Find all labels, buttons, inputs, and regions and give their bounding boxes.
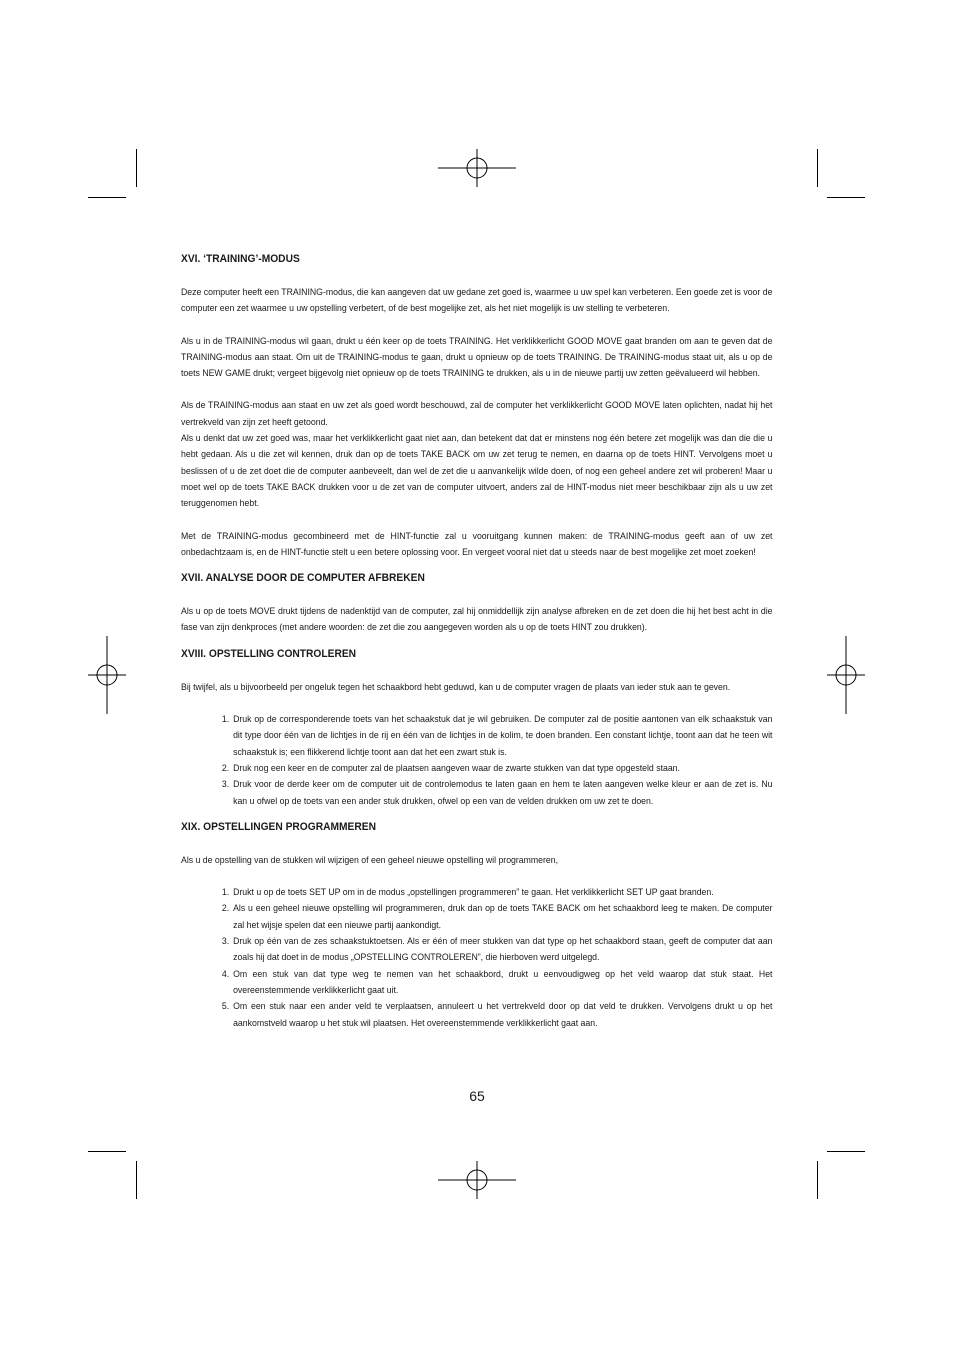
list-item: 2. Als u een geheel nieuwe opstelling wil programmeren, druk dan op de toets TAKE BACK om het schaakbord leeg te maken. De computer zal het wijsje spelen dat een nieuwe partij aankondigt. bbox=[221, 902, 773, 930]
paragraph: Deze computer heeft een TRAINING-modus, die kan aangeven dat uw gedane zet goed is, waarmee u uw spel kan verbeteren. Een goede zet is voor de computer een zet waarmee u uw opstelling verbetert, of de best mogelijke zet, als het niet mogelijk is uw stelling te verbeteren. bbox=[181, 286, 773, 314]
list-item: 2. Druk nog een keer en de computer zal de plaatsen aangeven waar de zwarte stukken van dat type opgesteld staan. bbox=[221, 761, 680, 773]
main-content bbox=[181, 251, 773, 1031]
section-heading: XVI. ‘TRAINING’-MODUS bbox=[181, 253, 300, 265]
crop-mark bbox=[817, 149, 818, 187]
section-heading: XVII. ANALYSE DOOR DE COMPUTER AFBREKEN bbox=[181, 572, 425, 585]
list-item: 3. Druk op één van de zes schaakstuktoetsen. Als er één of meer stukken van dat type op het schaakbord staan, geeft de computer dat aan zoals hij dat doet in de modus „OPSTELLING CONTROLEREN”, die hierboven werd uitgelegd. bbox=[221, 935, 773, 963]
crop-mark bbox=[817, 1161, 818, 1199]
crop-mark bbox=[136, 1161, 137, 1199]
registration-mark-icon bbox=[88, 636, 126, 714]
registration-mark-icon bbox=[438, 1161, 516, 1199]
registration-mark-icon bbox=[827, 636, 865, 714]
list-item: 1. Druk op de corresponderende toets van het schaakstuk dat je wil gebruiken. De computer zal de positie aantonen van elk schaakstuk van dit type door één van de lichtjes in de rij en één van de lichtjes in de kolim, te doen branden. Een constant lichtje, toont aan dat he teen wit schaakstuk is; een flikkerend lichtje toont aan dat het een zwart stuk is. bbox=[221, 713, 773, 757]
crop-mark bbox=[827, 197, 865, 198]
section-heading: XVIII. OPSTELLING CONTROLEREN bbox=[181, 647, 357, 660]
crop-mark bbox=[88, 197, 126, 198]
list-item: 5. Om een stuk naar een ander veld te verplaatsen, annuleert u het vertrekveld door op dat veld te drukken. Vervolgens drukt u op het aankomstveld waarop u het stuk wil plaatsen. Het overeenstemmende verklikkerlicht gaat aan. bbox=[221, 1000, 773, 1028]
crop-mark bbox=[136, 149, 137, 187]
paragraph: Als de TRAINING-modus aan staat en uw zet als goed wordt beschouwd, zal de computer het verklikkerlicht GOOD MOVE laten oplichten, nadat hij het vertrekveld van zijn zet heeft getoond. bbox=[181, 399, 773, 427]
numbered-list bbox=[181, 884, 772, 1031]
paragraph: Bij twijfel, als u bijvoorbeeld per ongeluk tegen het schaakbord hebt geduwd, kan u de computer vragen de plaats van ieder stuk aan te geven. bbox=[181, 680, 731, 692]
paragraph: Met de TRAINING-modus gecombineerd met de HINT-functie zal u vooruitgang kunnen maken: de TRAINING-modus geeft aan of uw zet onbedachtzaam is, en de HINT-functie stelt u een betere oplossing voor. En vergeet vooral niet dat u steeds naar de best mogelijke zet moet zoeken! bbox=[181, 529, 773, 557]
paragraph: Als u op de toets MOVE drukt tijdens de nadenktijd van de computer, zal hij onmiddellijk zijn analyse afbreken en de zet doen die hij het best acht in die fase van zijn denkproces (met andere woorden: de zet die zou aangegeven worden als u op de toets HINT zou drukken). bbox=[181, 605, 773, 633]
crop-mark bbox=[88, 1151, 126, 1152]
paragraph: Als u in de TRAINING-modus wil gaan, drukt u één keer op de toets TRAINING. Het verklikkerlicht GOOD MOVE gaat branden om aan te geven dat de TRAINING-modus aan staat. Om uit de TRAINING-modus te gaan, drukt u opnieuw op de toets TRAINING. De TRAINING-modus staat uit, als u op de toets NEW GAME drukt; vergeet bijgevolg niet opnieuw op de toets TRAINING te drukken, als u in de nieuwe partij uw zetten geëvalueerd wil hebben. bbox=[181, 334, 773, 379]
paragraph: Als u denkt dat uw zet goed was, maar het verklikkerlicht gaat niet aan, dan betekent dat dat er minstens nog één betere zet mogelijk was dan die die u hebt gedaan. Als u die zet wil kennen, druk dan op de toets TAKE BACK om uw zet terug te nemen, en daarna op de toets HINT. Vervolgens moet u beslissen of u de zet doet die de computer aanbeveelt, dan wel de zet die u aanvankelijk wilde doen, of nog een geheel andere zet wil proberen! Maar u moet wel op de toets TAKE BACK drukken voor u de zet van de computer uitvoert, anders zal de HINT-modus niet meer beschikbaar zijn als u uw zet teruggenomen hebt. bbox=[181, 432, 773, 509]
list-item: 3. Druk voor de derde keer om de computer uit de controlemodus te laten gaan en hem te laten aangeven welke kleur er aan de zet is. Nu kan u ofwel op de toets van een ander stuk drukken, ofwel op een van de velden drukken om uw zet te doen. bbox=[221, 778, 773, 806]
section-heading: XIX. OPSTELLINGEN PROGRAMMEREN bbox=[181, 820, 376, 833]
paragraph: Als u de opstelling van de stukken wil wijzigen of een geheel nieuwe opstelling wil programmeren, bbox=[181, 853, 559, 865]
numbered-list bbox=[181, 711, 772, 809]
page-number: 65 bbox=[469, 1088, 485, 1104]
registration-mark-icon bbox=[438, 149, 516, 187]
list-item: 1. Drukt u op de toets SET UP om in de modus „opstellingen programmeren” te gaan. Het verklikkerlicht SET UP gaat branden. bbox=[221, 886, 714, 898]
crop-mark bbox=[827, 1151, 865, 1152]
list-item: 4. Om een stuk van dat type weg te nemen van het schaakbord, drukt u eenvoudigweg op het veld waarop dat stuk staat. Het overeenstemmende verklikkerlicht gaat uit. bbox=[221, 967, 773, 995]
